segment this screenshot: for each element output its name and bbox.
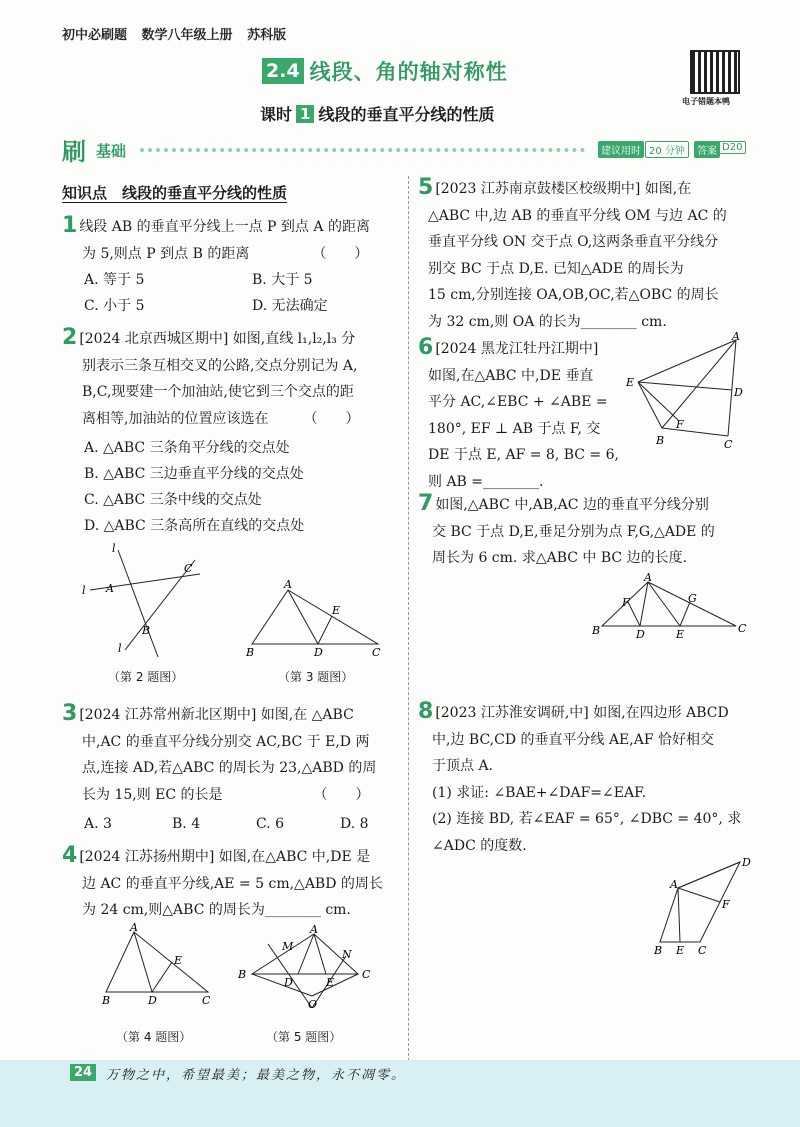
- svg-text:C: C: [202, 994, 211, 1007]
- svg-text:B: B: [246, 646, 255, 659]
- lesson-text: 线段的垂直平分线的性质: [318, 105, 495, 124]
- q6-line-5: DE 于点 E, AF = 8, BC = 6,: [428, 447, 619, 463]
- figure-2-caption: （第 2 题图）: [108, 670, 184, 684]
- svg-text:C: C: [372, 646, 381, 659]
- q2-line-1: [2024 北京西城区期中] 如图,直线 l₁,l₂,l₃ 分: [79, 331, 356, 347]
- q7-line-1: 如图,△ABC 中,AB,AC 边的垂直平分线分别: [435, 497, 709, 513]
- q6-line-6: 则 AB =________.: [428, 473, 544, 490]
- q2-line-2: 别表示三条互相交叉的公路,交点分别记为 A,: [82, 357, 358, 374]
- svg-text:A: A: [284, 578, 292, 591]
- divider-dots: [140, 148, 585, 152]
- q3-line-2: 中,AC 的垂直平分线分别交 AC,BC 于 E,D 两: [82, 733, 370, 750]
- svg-text:F: F: [722, 898, 730, 911]
- svg-text:B: B: [102, 994, 111, 1007]
- svg-text:C: C: [184, 562, 193, 575]
- svg-text:A: A: [310, 924, 318, 936]
- q2-option-b: B. △ABC 三边垂直平分线的交点处: [84, 466, 304, 482]
- svg-text:D: D: [284, 976, 293, 989]
- svg-text:G: G: [688, 592, 697, 605]
- q8-line-1: [2023 江苏淮安调研,中] 如图,在四边形 ABCD: [435, 705, 729, 721]
- q2-option-a: A. △ABC 三条角平分线的交点处: [84, 440, 290, 456]
- q1-option-c: C. 小于 5: [84, 298, 145, 314]
- svg-text:F: F: [622, 596, 630, 609]
- lesson-number: 1: [296, 105, 314, 123]
- question-number: 3: [62, 701, 78, 726]
- svg-text:F: F: [676, 418, 684, 431]
- svg-text:A: A: [670, 878, 678, 891]
- figure-8-quadrilateral: [648, 852, 758, 956]
- question-number: 1: [62, 213, 78, 238]
- figure-4-caption: （第 4 题图）: [116, 1030, 192, 1044]
- figure-5-caption: （第 5 题图）: [266, 1030, 342, 1044]
- qr-caption: 电子错题本鸭: [682, 97, 730, 106]
- svg-text:B: B: [654, 944, 663, 956]
- q1-option-a: A. 等于 5: [84, 272, 145, 288]
- question-number: 7: [418, 491, 434, 516]
- question-4: [62, 844, 402, 924]
- figure-7-triangle: [590, 572, 750, 642]
- q5-line-1: [2023 江苏南京鼓楼区校级期中] 如图,在: [435, 181, 692, 197]
- svg-text:E: E: [326, 976, 335, 989]
- svg-text:E: E: [676, 944, 685, 956]
- q8-line-4: (1) 求证: ∠BAE+∠DAF=∠EAF.: [432, 784, 647, 801]
- svg-text:B: B: [142, 624, 151, 637]
- column-divider: [408, 176, 409, 1066]
- svg-text:D: D: [314, 646, 323, 659]
- q3-option-c: C. 6: [256, 816, 285, 832]
- knowledge-point: 知识点 线段的垂直平分线的性质: [62, 184, 288, 202]
- svg-text:l: l: [82, 584, 86, 597]
- svg-text:C: C: [698, 944, 707, 956]
- svg-text:C: C: [724, 438, 733, 451]
- svg-text:D: D: [742, 856, 751, 869]
- svg-text:E: E: [332, 604, 341, 617]
- q3-option-a: A. 3: [84, 816, 112, 832]
- qr-code-icon[interactable]: [690, 50, 740, 94]
- q8-line-3: 于顶点 A.: [432, 758, 494, 774]
- q4-line-3: 为 24 cm,则△ABC 的周长为________ cm.: [82, 902, 351, 918]
- q2-line-3: B,C,现要建一个加油站,使它到三个交点的距: [82, 384, 354, 400]
- svg-text:C: C: [738, 622, 747, 635]
- footer-motto: 万物之中，希望最美；最美之物，永不凋零。: [106, 1068, 407, 1083]
- q1-option-b: B. 大于 5: [252, 272, 313, 288]
- answer-tag: 答案: [694, 141, 720, 158]
- q2-option-c: C. △ABC 三条中线的交点处: [84, 492, 262, 508]
- q8-line-2: 中,边 BC,CD 的垂直平分线 AE,AF 恰好相交: [432, 731, 715, 748]
- series-name: 初中必刷题: [62, 28, 128, 43]
- q1-line-2: 为 5,则点 P 到点 B 的距离 （ ）: [82, 245, 369, 262]
- edition-name: 苏科版: [247, 28, 287, 43]
- book-name: 数学八年级上册: [141, 28, 233, 43]
- svg-text:B: B: [592, 624, 601, 637]
- question-number: 5: [418, 175, 434, 200]
- question-7: [418, 492, 758, 572]
- q6-line-4: 180°, EF ⊥ AB 于点 F, 交: [428, 420, 601, 437]
- answer-page: D20: [718, 141, 746, 154]
- q5-line-5: 15 cm,分别连接 OA,OB,OC,若△OBC 的周长: [428, 287, 719, 303]
- figure-2-lines: [80, 542, 210, 662]
- bar-label: 基础: [96, 142, 127, 160]
- figure-5-triangle: [234, 924, 374, 1024]
- q5-line-6: 为 32 cm,则 OA 的长为________ cm.: [428, 313, 667, 330]
- q2-option-d: D. △ABC 三条高所在直线的交点处: [84, 518, 305, 534]
- q5-line-3: 垂直平分线 ON 交于点 O,这两条垂直平分线分: [428, 234, 719, 250]
- q6-line-1: [2024 黑龙江牡丹江期中]: [435, 341, 599, 357]
- question-number: 2: [62, 325, 78, 350]
- section-text: 线段、角的轴对称性: [309, 60, 508, 84]
- svg-text:A: A: [106, 582, 114, 595]
- q1-line-1: 线段 AB 的垂直平分线上一点 P 到点 A 的距离: [79, 219, 370, 235]
- q8-line-6: ∠ADC 的度数.: [432, 837, 527, 854]
- page-number: 24: [70, 1064, 96, 1081]
- figure-6-quadrilateral: [624, 330, 748, 452]
- figure-3-caption: （第 3 题图）: [278, 670, 354, 684]
- q7-line-2: 交 BC 于点 D,E,垂足分别为点 F,G,△ADE 的: [432, 523, 715, 540]
- q3-line-4: 长为 15,则 EC 的长是 （ ）: [82, 786, 370, 803]
- svg-text:E: E: [626, 376, 635, 389]
- figure-3-triangle: [244, 578, 384, 660]
- svg-text:l: l: [118, 642, 122, 655]
- svg-text:A: A: [130, 922, 138, 934]
- question-2: [62, 326, 402, 432]
- question-1: [62, 214, 402, 267]
- q5-line-4: 别交 BC 于点 D,E. 已知△ADE 的周长为: [428, 260, 684, 277]
- q1-option-d: D. 无法确定: [252, 298, 328, 314]
- figure-4-triangle: [98, 922, 218, 1010]
- q5-line-2: △ABC 中,边 AB 的垂直平分线 OM 与边 AC 的: [428, 207, 727, 224]
- svg-text:C: C: [362, 968, 371, 981]
- svg-text:D: D: [734, 386, 743, 399]
- q4-line-2: 边 AC 的垂直平分线,AE = 5 cm,△ABD 的周长: [82, 875, 383, 892]
- svg-text:l: l: [112, 542, 116, 555]
- q8-line-5: (2) 连接 BD, 若∠EAF = 65°, ∠DBC = 40°, 求: [432, 811, 742, 827]
- question-6: [418, 336, 628, 495]
- svg-text:B: B: [656, 434, 665, 447]
- time-tag: 建议用时: [598, 141, 644, 158]
- svg-text:E: E: [174, 954, 183, 967]
- question-3: [62, 702, 402, 808]
- q3-line-1: [2024 江苏常州新北区期中] 如图,在 △ABC: [79, 707, 354, 723]
- svg-text:E: E: [676, 628, 685, 641]
- q3-line-3: 点,连接 AD,若△ABC 的周长为 23,△ABD 的周: [82, 760, 377, 776]
- svg-text:D: D: [148, 994, 157, 1007]
- question-number: 8: [418, 699, 434, 724]
- brush-logo: 刷: [62, 138, 86, 166]
- q7-line-3: 周长为 6 cm. 求△ABC 中 BC 边的长度.: [432, 550, 688, 566]
- svg-text:M: M: [282, 940, 294, 953]
- question-8: [418, 700, 758, 859]
- q3-option-b: B. 4: [172, 816, 201, 832]
- time-value: 20 分钟: [645, 141, 689, 158]
- q6-line-3: 平分 AC,∠EBC + ∠ABE =: [428, 394, 608, 410]
- lesson-prefix: 课时: [260, 105, 293, 124]
- book-header: [62, 24, 296, 43]
- svg-text:A: A: [644, 572, 652, 584]
- question-5: [418, 176, 758, 335]
- question-number: 4: [62, 843, 78, 868]
- svg-text:A: A: [732, 330, 740, 343]
- section-number: 2.4: [262, 58, 304, 84]
- section-title: [262, 56, 508, 86]
- lesson-title: [260, 102, 494, 125]
- svg-text:D: D: [636, 628, 645, 641]
- svg-text:N: N: [342, 948, 352, 961]
- q2-line-4: 离相等,加油站的位置应该选在 （ ）: [82, 410, 360, 427]
- svg-text:O: O: [308, 998, 318, 1011]
- question-number: 6: [418, 335, 434, 360]
- q3-option-d: D. 8: [340, 816, 369, 832]
- svg-text:B: B: [238, 968, 247, 981]
- q6-line-2: 如图,在△ABC 中,DE 垂直: [428, 367, 594, 384]
- q4-line-1: [2024 江苏扬州期中] 如图,在△ABC 中,DE 是: [79, 849, 371, 865]
